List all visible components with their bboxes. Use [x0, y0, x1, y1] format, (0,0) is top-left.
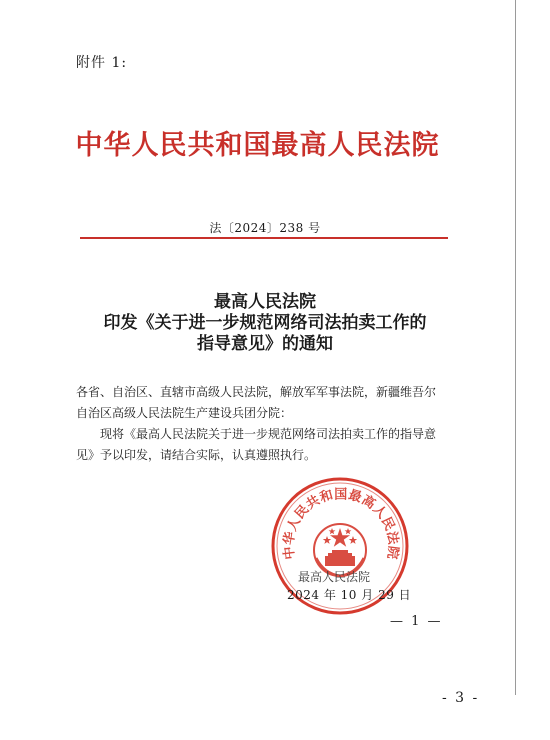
- notice-title: [0, 292, 530, 355]
- attachment-label: 附件 1:: [76, 55, 128, 71]
- issue-date: 2024 年 10 月 29 日: [287, 588, 412, 602]
- inner-page-number: — 1 —: [390, 614, 443, 629]
- title-line-2: 印发《关于进一步规范网络司法拍卖工作的: [103, 313, 427, 333]
- title-line-3: 指导意见》的通知: [197, 334, 333, 354]
- notice-content: 现将《最高人民法院关于进一步规范网络司法拍卖工作的指导意见》予以印发，请结合实际，认真遵照执行。: [76, 427, 437, 462]
- document-number: 法〔2024〕238 号: [209, 221, 321, 235]
- issuer-heading: 中华人民共和国最高人民法院: [75, 130, 440, 161]
- red-divider: [80, 237, 448, 239]
- title-line-1: 最高人民法院: [214, 292, 316, 312]
- addressees: 各省、自治区、直辖市高级人民法院，解放军军事法院，新疆维吾尔自治区高级人民法院生产建设兵团分院：: [76, 385, 437, 420]
- outer-page-number: - 3 -: [442, 690, 480, 706]
- signing-authority: 最高人民法院: [298, 570, 371, 584]
- seal-text: 中华人民共和国最高人民法院: [281, 487, 401, 561]
- notice-body: [76, 382, 446, 466]
